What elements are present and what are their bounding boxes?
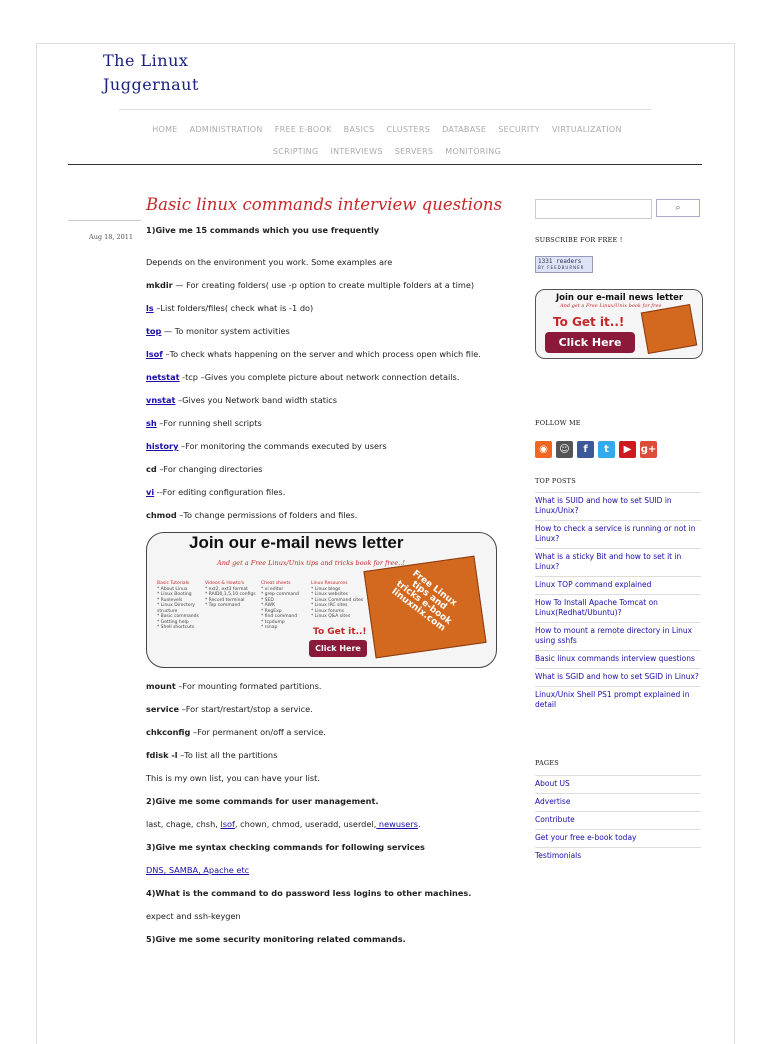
sidebar-newsletter-subtitle: And get a Free Linux/Unix book for free [560,303,662,309]
command-item [146,749,506,761]
command-ls[interactable]: ls [146,303,154,313]
command-item [146,463,506,475]
banner-col-item: * Record terminal [205,597,245,603]
banner-col-item: * find command [261,614,298,619]
nav-divider [68,164,702,165]
question-3: 3)Give me syntax checking commands for following services [146,842,425,852]
nav-row-2 [127,141,647,163]
answer-2-text: , chown, chmod, useradd, userdel, [234,819,377,829]
command-cd: cd [146,464,157,474]
question-2: 2)Give me some commands for user management. [146,796,379,806]
command-mount: mount [146,681,176,691]
banner-col-resources [311,581,363,620]
banner-col-item: * Linux Booting [157,592,192,597]
command-list-2 [146,680,506,761]
banner-col-item: * Shell shortcuts [157,625,195,630]
nav-item-scripting[interactable]: SCRIPTING [272,147,319,156]
banner-col-item: * RegExp [261,608,282,614]
nav-item-clusters[interactable]: CLUSTERS [386,125,431,134]
sidebar-newsletter-banner[interactable] [535,289,703,359]
banner-col-item: * SED [261,597,274,603]
command-description: –For monitoring the commands executed by users [178,441,387,451]
command-netstat[interactable]: netstat [146,372,180,382]
command-vnstat[interactable]: vnstat [146,395,176,405]
command-description: — To monitor system activities [161,326,290,336]
mascot-icon[interactable]: ☺ [556,441,573,458]
site-title-line2[interactable]: Juggernaut [103,75,199,94]
banner-col-item: * Linux Q&A sites [311,614,351,619]
banner-col-list [261,587,299,631]
banner-col-item: * Linux websites [311,592,349,597]
nav-row-1 [127,119,647,141]
post-date: Aug 18, 2011 [89,233,134,241]
command-chkconfig: chkconfig [146,727,191,737]
banner-col-item: * Linux forums [311,608,345,614]
command-description: –To change permissions of folders and files. [176,510,358,520]
command-vi[interactable]: vi [146,487,155,497]
answer-2 [146,818,506,830]
banner-col-item: * rsnap [261,625,278,630]
newusers-link[interactable]: newusers [376,819,418,829]
nav-item-database[interactable]: DATABASE [442,125,487,134]
top-post-link[interactable]: Linux TOP command explained [535,576,701,594]
top-post-link[interactable]: How to mount a remote directory in Linux using sshfs [535,622,701,650]
command-description: -tcp –Gives you complete picture about network connection details. [179,372,460,382]
command-mkdir: mkdir [146,280,173,290]
banner-col-item: * vi editor [261,586,284,592]
header-divider [119,109,651,110]
banner-col-heading: Cheat sheets [261,581,291,586]
command-description: --For editing configuration files. [154,487,286,497]
banner-col-item: * Linux blogs [311,586,341,592]
command-chmod: chmod [146,510,177,520]
banner-col-list [311,587,363,620]
subscribe-heading: SUBSCRIBE FOR FREE ! [535,236,623,244]
banner-col-item: * grep command [261,592,299,597]
command-description: –For start/restart/stop a service. [179,704,313,714]
command-fdisk--l: fdisk -l [146,750,178,760]
page-link[interactable]: Testimonials [535,847,701,865]
command-lsof[interactable]: lsof [146,349,163,359]
banner-col-item: * About Linux [157,586,188,592]
search-icon: ⌕ [675,203,681,213]
answer-2-text: . [417,819,421,829]
banner-getit-text: To Get it..! [313,627,367,637]
command-list [146,279,506,521]
command-item [146,417,506,429]
follow-heading: FOLLOW ME [535,419,581,427]
banner-col-item: structure [157,608,178,614]
command-item [146,509,506,521]
top-post-link[interactable]: Basic linux commands interview questions [535,650,701,668]
post-title[interactable]: Basic linux commands interview questions [146,195,503,214]
command-description: –To check whats happening on the server and which process open which file. [162,349,481,359]
services-link[interactable]: DNS, SAMBA, Apache etc [146,865,250,875]
command-item [146,486,506,498]
command-item [146,371,506,383]
answer-4: expect and ssh-keygen [146,911,241,921]
banner-col-item: * AWK [261,603,275,608]
command-description: –Gives you Network band width statics [175,395,338,405]
facebook-icon[interactable]: f [577,441,594,458]
banner-col-item: * Getting help [157,619,189,625]
page-frame [36,43,735,1044]
lsof-link[interactable]: lsof [220,819,235,829]
sidebar-click-here-button[interactable]: Click Here [545,332,635,353]
top-post-link[interactable]: What is SGID and how to set SGID in Linux? [535,668,701,686]
banner-col-list [157,587,199,631]
banner-col-cheatsheets [261,581,299,631]
command-item [146,279,506,291]
banner-col-heading: Basic Tutorials [157,581,190,586]
date-divider [68,220,141,221]
banner-col-videos [205,581,256,609]
command-item [146,726,506,738]
sidebar-newsletter-title: Join our e-mail news letter [556,293,684,303]
page-link[interactable]: Get your free e-book today [535,829,701,847]
top-post-link[interactable]: Linux/Unix Shell PS1 prompt explained in detail [535,686,701,714]
top-post-link[interactable]: How to check a service is running or not in Linux? [535,520,701,548]
command-description: –For running shell scripts [156,418,262,428]
banner-col-item: * Linux Command sites [311,597,364,603]
command-item [146,680,506,692]
ebook-cover-image [363,556,486,659]
command-history[interactable]: history [146,441,179,451]
question-4: 4)What is the command to do password less logins to other machines. [146,888,472,898]
sidebar-newsletter-getit: To Get it..! [553,315,625,329]
banner-col-tutorials [157,581,199,631]
command-description: –For mounting formated partitions. [175,681,322,691]
top-post-link[interactable]: What is a sticky Bit and how to set it in Linux? [535,548,701,576]
command-item [146,440,506,452]
rss-icon[interactable]: ◉ [535,441,552,458]
command-sh[interactable]: sh [146,418,157,428]
command-item [146,703,506,715]
banner-col-item: * Linux IRC sites [311,603,348,608]
nav-item-home[interactable]: HOME [152,125,178,134]
banner-title: Join our e-mail news letter [189,533,404,552]
command-description: –For changing directories [156,464,263,474]
command-top[interactable]: top [146,326,162,336]
googleplus-icon[interactable]: g+ [640,441,657,458]
command-item [146,394,506,406]
command-item [146,348,506,360]
nav-item-free-e-book[interactable]: FREE E-BOOK [274,125,332,134]
command-service: service [146,704,180,714]
search-button[interactable] [656,199,700,217]
feed-count: 1331 readers [538,258,582,265]
own-list-text: This is my own list, you can have your list. [146,773,320,783]
banner-col-item: * Basic commands [157,614,199,619]
youtube-icon[interactable]: ▶ [619,441,636,458]
ebook-icon [641,304,698,354]
nav-item-administration[interactable]: ADMINISTRATION [189,125,263,134]
page-link[interactable]: About US [535,775,701,793]
question-5: 5)Give me some security monitoring related commands. [146,934,406,944]
nav-item-virtualization[interactable]: VIRTUALIZATION [551,125,622,134]
page-link[interactable]: Contribute [535,811,701,829]
nav-item-servers[interactable]: SERVERS [394,147,434,156]
feedburner-badge[interactable] [535,256,593,273]
banner-click-here-button[interactable]: Click Here [309,640,367,657]
ebook-cover-text: Free Linux tips and tricks e-book linuxnix.com [389,568,459,634]
banner-subtitle: And get a Free Linux/Unix tips and tricks book for free..! [217,559,405,567]
banner-col-heading: Videos & Howto's [205,581,245,586]
pages-heading: PAGES [535,759,559,767]
nav-item-security[interactable]: SECURITY [498,125,540,134]
banner-col-item: * RAID0,1,5,10 configs [205,592,256,597]
command-item [146,325,506,337]
banner-col-item: * Linux Directory [157,603,195,608]
banner-col-item: * Top command [205,603,241,608]
search-input[interactable] [535,199,652,219]
twitter-icon[interactable]: t [598,441,615,458]
top-post-link[interactable]: How To Install Apache Tomcat on Linux(Redhat/Ubuntu)? [535,594,701,622]
feed-by: BY FEEDBURNER [538,265,585,270]
nav-item-basics[interactable]: BASICS [343,125,375,134]
post-content [146,224,506,956]
banner-col-item: * ext2, ext3 format [205,586,248,592]
command-description: — For creating folders( use -p option to create multiple folders at a time) [172,280,475,290]
top-posts-heading: TOP POSTS [535,477,576,485]
main-nav [127,119,647,163]
newsletter-banner[interactable] [146,532,497,668]
answer-2-text: last, chage, chsh, [146,819,221,829]
nav-item-interviews[interactable]: INTERVIEWS [330,147,383,156]
command-description: –List folders/files( check what is -1 do) [153,303,314,313]
top-posts-list [535,492,701,714]
intro-text: Depends on the environment you work. Some examples are [146,257,393,267]
top-post-link[interactable]: What is SUID and how to set SUID in Linux/Unix? [535,492,701,520]
site-title[interactable] [103,49,199,97]
banner-col-item: * Runlevels [157,597,183,603]
banner-col-heading: Linux Resources [311,581,348,586]
command-description: –To list all the partitions [177,750,278,760]
page-link[interactable]: Advertise [535,793,701,811]
command-description: –For permanent on/off a service. [190,727,326,737]
banner-col-item: * tcpdump [261,619,285,625]
site-title-line1[interactable]: The Linux [103,51,189,70]
nav-item-monitoring[interactable]: MONITORING [445,147,502,156]
pages-list [535,775,701,865]
command-item [146,302,506,314]
banner-col-list [205,587,256,609]
social-icons [535,437,661,458]
question-1: 1)Give me 15 commands which you use frequently [146,225,380,235]
